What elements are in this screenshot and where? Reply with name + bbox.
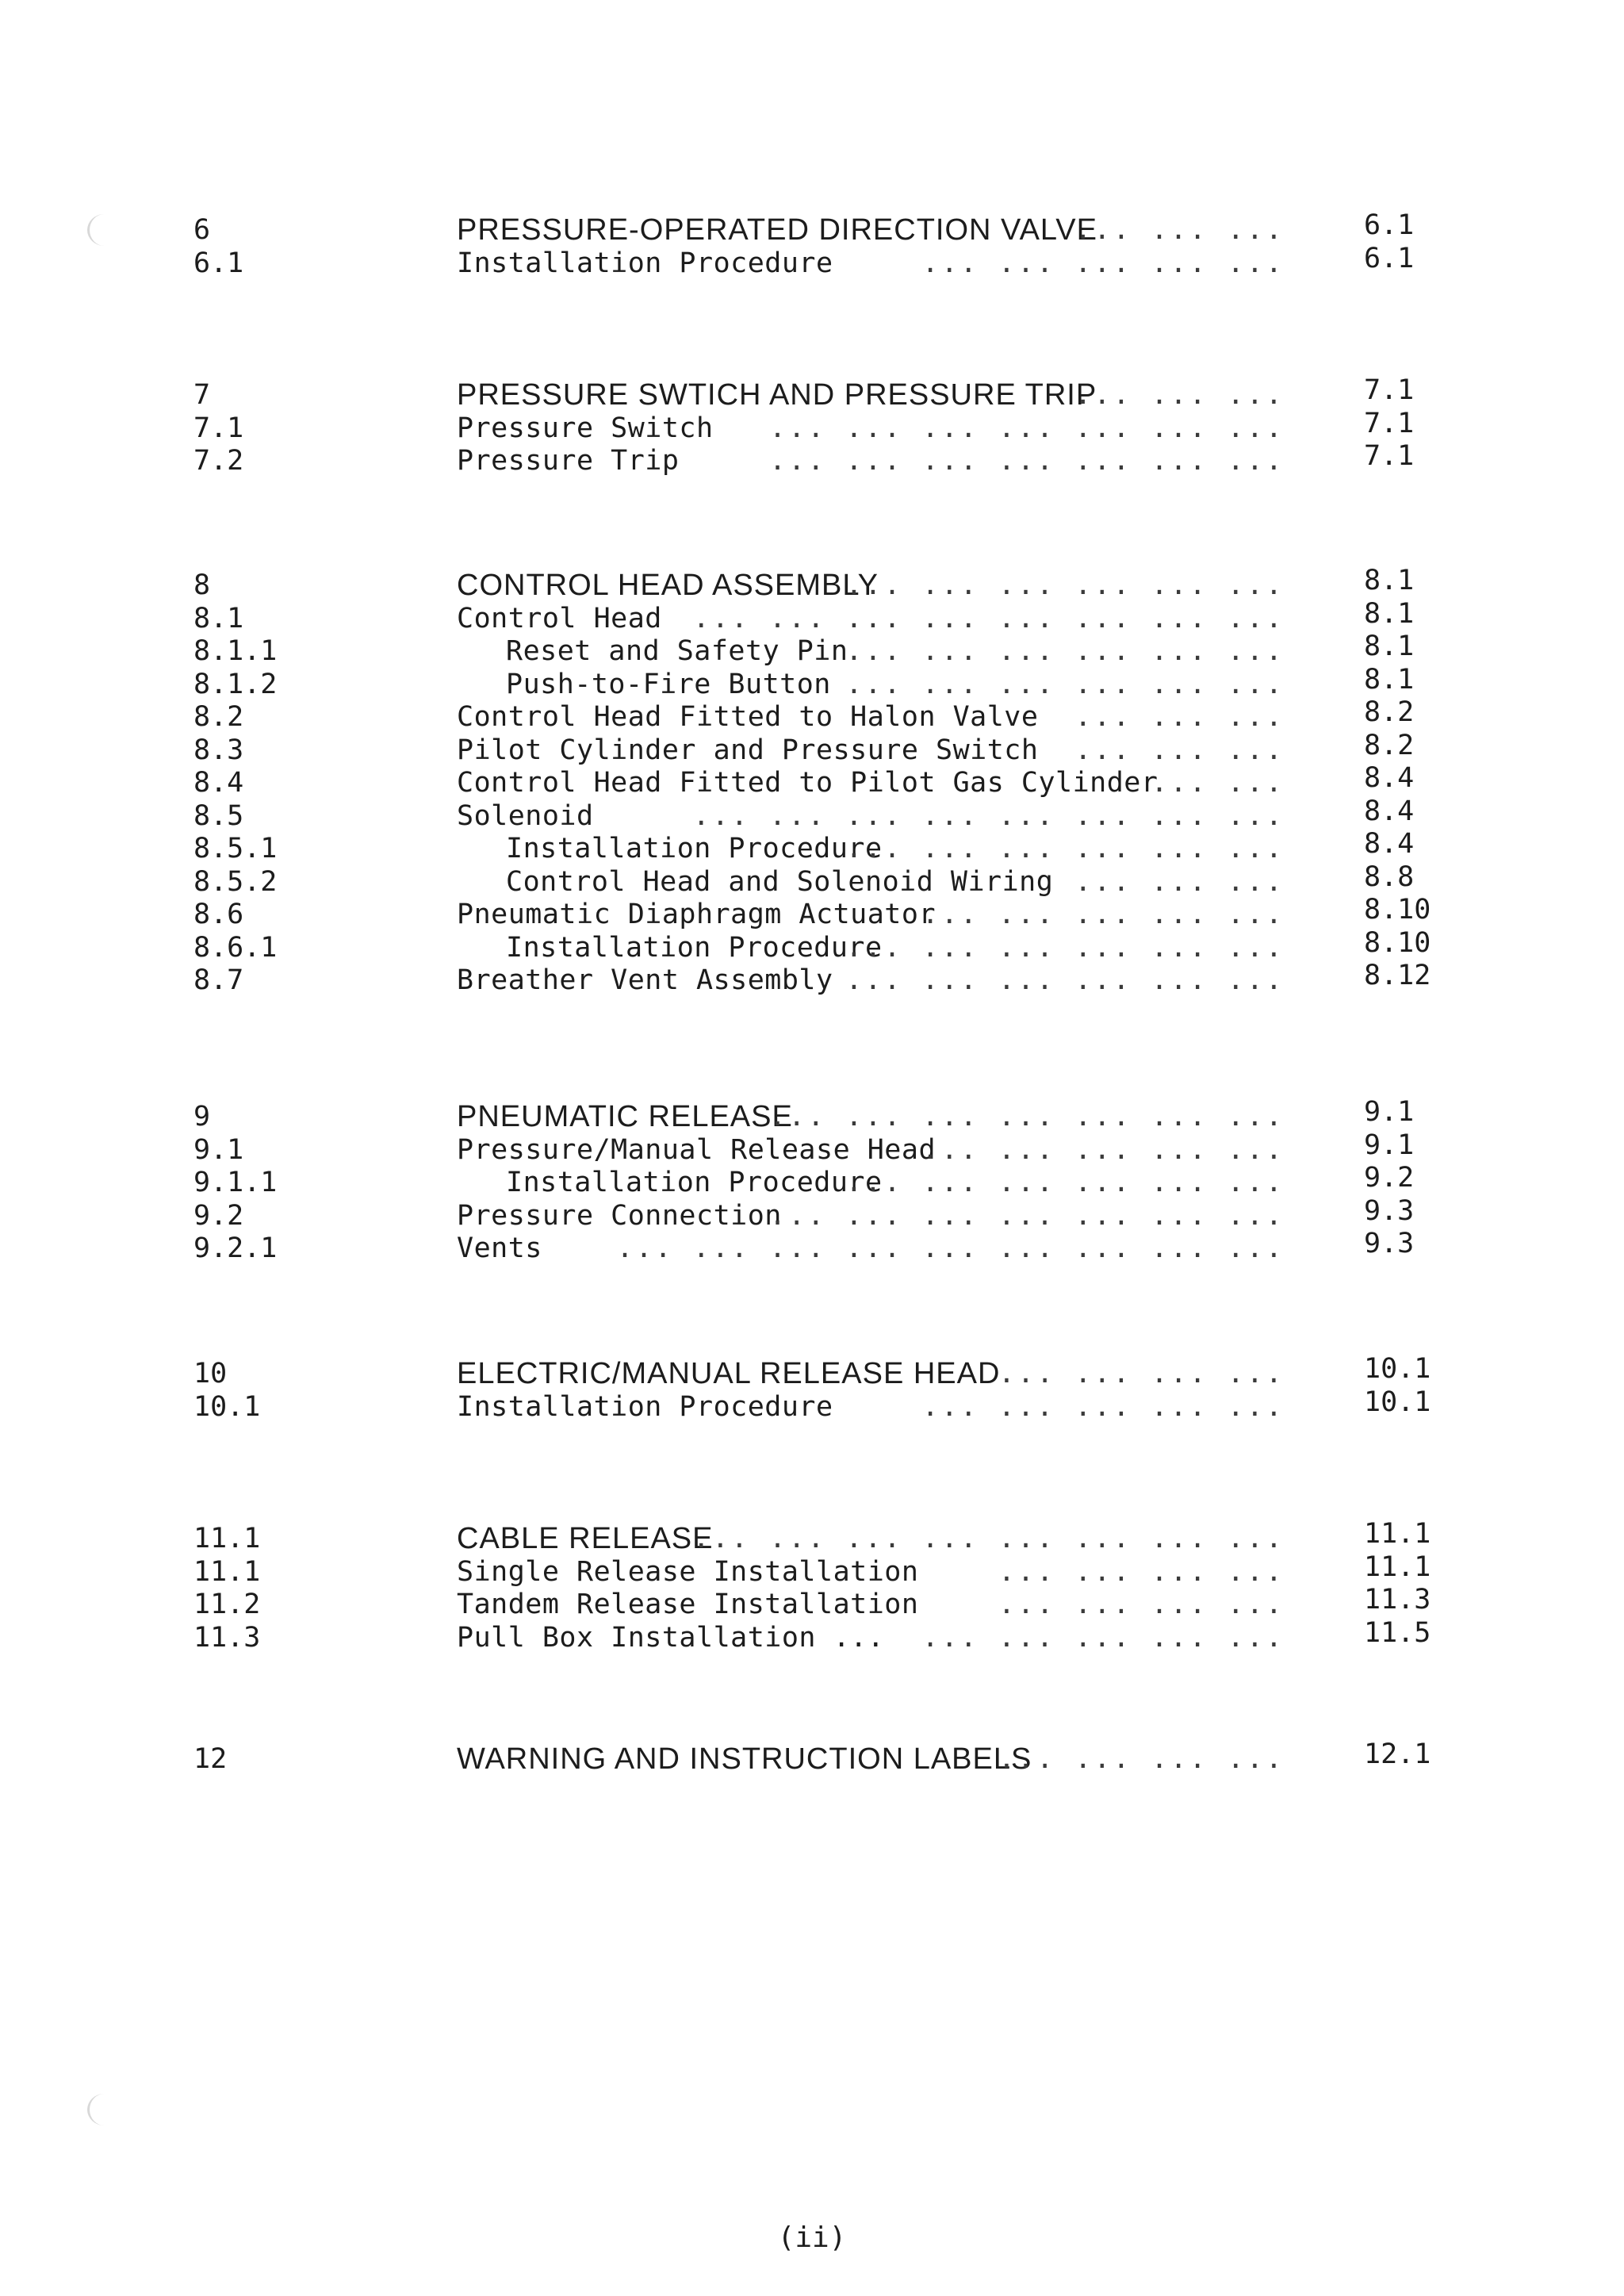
toc-entry-title: Pressure Switch xyxy=(457,412,714,444)
toc-entry-title: Push-to-Fire Button xyxy=(506,668,831,700)
toc-entry-title: Control Head and Solenoid Wiring xyxy=(506,865,1054,898)
toc-entry-leader-dots: ... ... ... ... ... ... ... xyxy=(769,445,1285,477)
toc-entry-leader-dots: ... ... ... ... ... xyxy=(921,1133,1285,1166)
toc-entry-leader-dots: ... ... ... ... ... ... xyxy=(845,833,1285,864)
toc-section xyxy=(0,565,1624,998)
toc-section xyxy=(0,1353,1624,1424)
toc-entry-number: 9.2.1 xyxy=(193,1232,278,1264)
toc-section xyxy=(0,209,1624,280)
toc-entry-title: CABLE RELEASE xyxy=(457,1522,714,1555)
toc-entry-leader-dots: ... ... ... xyxy=(1074,214,1285,246)
toc-entry-title: PRESSURE SWTICH AND PRESSURE TRIP xyxy=(457,378,1097,412)
toc-entry-leader-dots: ... ... ... xyxy=(1074,379,1285,411)
toc-entry-page: 10.1 xyxy=(1364,1386,1431,1418)
toc-entry-page: 8.1 xyxy=(1364,631,1415,662)
toc-entry-page: 7.1 xyxy=(1364,407,1415,439)
toc-entry-page: 9.1 xyxy=(1364,1096,1415,1128)
toc-entry-number: 11.3 xyxy=(193,1621,261,1654)
toc-entry-page: 8.12 xyxy=(1364,960,1431,991)
toc-entry-leader-dots: ... ... ... ... ... ... ... ... xyxy=(692,1523,1285,1554)
toc-entry-page: 6.1 xyxy=(1364,209,1415,241)
toc-entry-title: Pressure/Manual Release Head xyxy=(457,1133,936,1166)
toc-entry-title: Breather Vent Assembly xyxy=(457,964,833,996)
toc-entry-title: Tandem Release Installation xyxy=(457,1589,919,1620)
toc-entry-leader-dots: ... ... ... ... ... ... xyxy=(845,668,1285,700)
toc-entry xyxy=(0,960,1624,998)
toc-entry-number: 8.3 xyxy=(193,734,244,766)
toc-entry-number: 6 xyxy=(193,214,211,246)
toc-entry-leader-dots: ... ... ... ... ... ... ... xyxy=(769,412,1285,444)
toc-entry-number: 11.1 xyxy=(193,1555,261,1588)
toc-entry-number: 9 xyxy=(193,1101,211,1133)
toc-entry-title: WARNING AND INSTRUCTION LABELS xyxy=(457,1742,1032,1776)
toc-entry-title: Control Head xyxy=(457,602,662,634)
page-number: (ii) xyxy=(777,2221,847,2254)
toc-entry-page: 7.1 xyxy=(1364,440,1415,472)
toc-entry-number: 8.5 xyxy=(193,799,244,832)
toc-entry-title: Installation Procedure xyxy=(506,833,883,864)
toc-entry-leader-dots: ... ... ... ... xyxy=(998,1555,1285,1588)
toc-entry-number: 7.2 xyxy=(193,445,244,477)
toc-section xyxy=(0,1518,1624,1654)
toc-entry-title: Pneumatic Diaphragm Actuator xyxy=(457,899,936,930)
toc-entry-page: 9.3 xyxy=(1364,1228,1415,1259)
toc-entry-number: 8.1 xyxy=(193,602,244,634)
toc-entry-title: Installation Procedure xyxy=(457,1390,833,1423)
toc-entry-leader-dots: ... ... ... ... ... xyxy=(921,1621,1285,1654)
toc-entry-page: 8.4 xyxy=(1364,762,1415,794)
punch-hole-mark-bottom xyxy=(87,2094,121,2125)
toc-entry-title: PNEUMATIC RELEASE xyxy=(457,1100,793,1133)
toc-entry-number: 10.1 xyxy=(193,1390,261,1423)
toc-entry-page: 7.1 xyxy=(1364,374,1415,406)
toc-entry-title: Installation Procedure xyxy=(457,247,833,279)
toc-entry-leader-dots: ... ... ... ... ... xyxy=(921,899,1285,930)
toc-entry-leader-dots: ... ... ... ... ... ... xyxy=(845,964,1285,996)
toc-entry-page: 8.10 xyxy=(1364,926,1431,959)
toc-entry-page: 12.1 xyxy=(1364,1738,1431,1770)
toc-entry-title: Pull Box Installation ... xyxy=(457,1621,885,1654)
toc-entry-number: 7 xyxy=(193,379,211,411)
toc-entry-number: 8.6 xyxy=(193,899,244,930)
toc-entry-leader-dots: ... ... ... ... xyxy=(998,1589,1285,1620)
toc-entry-title: Control Head Fitted to Halon Valve xyxy=(457,701,1039,733)
toc-entry-leader-dots: ... ... ... ... ... ... ... xyxy=(769,1101,1285,1133)
toc-entry-leader-dots: ... ... xyxy=(1151,767,1285,799)
toc-entry-page: 9.1 xyxy=(1364,1129,1415,1161)
toc-entry-page: 8.2 xyxy=(1364,696,1415,728)
toc-entry-leader-dots: ... ... ... ... ... ... xyxy=(845,931,1285,964)
toc-entry-title: PRESSURE-OPERATED DIRECTION VALVE xyxy=(457,213,1097,247)
toc-entry-page: 8.4 xyxy=(1364,795,1415,827)
toc-entry-page: 8.1 xyxy=(1364,565,1415,596)
toc-entry-title: Single Release Installation xyxy=(457,1555,919,1588)
toc-entry-leader-dots: ... ... ... xyxy=(1074,734,1285,766)
toc-entry-page: 9.3 xyxy=(1364,1194,1415,1227)
toc-entry-title: Vents xyxy=(457,1232,542,1264)
toc-entry-leader-dots: ... ... ... ... ... ... xyxy=(845,1167,1285,1198)
toc-entry-number: 9.1 xyxy=(193,1133,244,1166)
toc-entry-page: 9.2 xyxy=(1364,1162,1415,1194)
toc-entry xyxy=(0,440,1624,478)
toc-entry xyxy=(0,1738,1624,1777)
toc-entry-title: Installation Procedure xyxy=(506,1167,883,1198)
toc-entry-page: 8.10 xyxy=(1364,894,1431,926)
toc-entry-number: 8.7 xyxy=(193,964,244,996)
toc-entry xyxy=(0,1228,1624,1266)
toc-entry-number: 11.1 xyxy=(193,1523,261,1554)
toc-entry-number: 8.1.1 xyxy=(193,635,278,667)
toc-entry-title: Control Head Fitted to Pilot Gas Cylinder xyxy=(457,767,1159,799)
toc-entry-leader-dots: ... ... ... ... ... ... ... ... xyxy=(692,799,1285,832)
toc-entry-title: CONTROL HEAD ASSEMBLY xyxy=(457,569,879,602)
toc-section xyxy=(0,374,1624,478)
toc-entry-page: 6.1 xyxy=(1364,242,1415,274)
toc-entry-leader-dots: ... ... ... ... ... ... xyxy=(845,569,1285,601)
toc-entry-title: Pressure Trip xyxy=(457,445,680,477)
toc-entry-number: 8.5.2 xyxy=(193,865,278,898)
toc-entry-number: 8 xyxy=(193,569,211,601)
toc-entry-number: 8.5.1 xyxy=(193,833,278,864)
toc-entry-leader-dots: ... ... ... ... ... ... xyxy=(845,635,1285,667)
toc-entry-number: 9.2 xyxy=(193,1199,244,1232)
toc-entry-leader-dots: ... ... ... xyxy=(1074,701,1285,733)
toc-entry-page: 11.3 xyxy=(1364,1584,1431,1616)
toc-entry-leader-dots: ... ... ... ... ... xyxy=(921,1390,1285,1423)
toc-entry xyxy=(0,242,1624,281)
toc-entry-number: 6.1 xyxy=(193,247,244,279)
toc-entry-leader-dots: ... ... ... ... ... xyxy=(921,247,1285,279)
toc-entry-number: 11.2 xyxy=(193,1589,261,1620)
toc-entry-title: Pilot Cylinder and Pressure Switch xyxy=(457,734,1039,766)
toc-entry-number: 7.1 xyxy=(193,412,244,444)
toc-entry-leader-dots: ... ... ... xyxy=(1074,865,1285,898)
toc-entry-page: 10.1 xyxy=(1364,1353,1431,1385)
toc-entry-title: Pressure Connection xyxy=(457,1199,782,1232)
toc-entry-leader-dots: ... ... ... ... xyxy=(998,1743,1285,1775)
toc-entry-page: 8.1 xyxy=(1364,597,1415,630)
toc-entry-title: Reset and Safety Pin xyxy=(506,635,848,667)
toc-section xyxy=(0,1738,1624,1777)
toc-entry-page: 11.1 xyxy=(1364,1518,1431,1550)
toc-entry-leader-dots: ... ... ... ... ... ... ... xyxy=(769,1199,1285,1232)
toc-entry-number: 8.4 xyxy=(193,767,244,799)
toc-entry-number: 9.1.1 xyxy=(193,1167,278,1198)
toc-entry-page: 11.1 xyxy=(1364,1550,1431,1583)
toc-entry-title: Installation Procedure xyxy=(506,931,883,964)
toc-entry-number: 8.1.2 xyxy=(193,668,278,700)
toc-entry-leader-dots: ... ... ... ... ... ... ... ... ... xyxy=(616,1232,1285,1264)
toc-entry-number: 8.2 xyxy=(193,701,244,733)
toc-entry-page: 11.5 xyxy=(1364,1616,1431,1649)
toc-entry-title: Solenoid xyxy=(457,799,594,832)
toc-entry-leader-dots: ... ... ... ... ... ... ... ... xyxy=(692,602,1285,634)
toc-entry-number: 12 xyxy=(193,1743,228,1775)
toc-entry xyxy=(0,1386,1624,1424)
toc-section xyxy=(0,1096,1624,1266)
toc-entry-page: 8.2 xyxy=(1364,729,1415,761)
toc-entry-page: 8.1 xyxy=(1364,663,1415,696)
toc-entry-page: 8.8 xyxy=(1364,861,1415,893)
toc-entry-page: 8.4 xyxy=(1364,828,1415,860)
toc-entry-number: 10 xyxy=(193,1358,228,1389)
toc-entry xyxy=(0,1616,1624,1655)
toc-entry-leader-dots: ... ... ... ... xyxy=(998,1358,1285,1389)
toc-entry-title: ELECTRIC/MANUAL RELEASE HEAD xyxy=(457,1357,1001,1390)
toc-entry-number: 8.6.1 xyxy=(193,931,278,964)
